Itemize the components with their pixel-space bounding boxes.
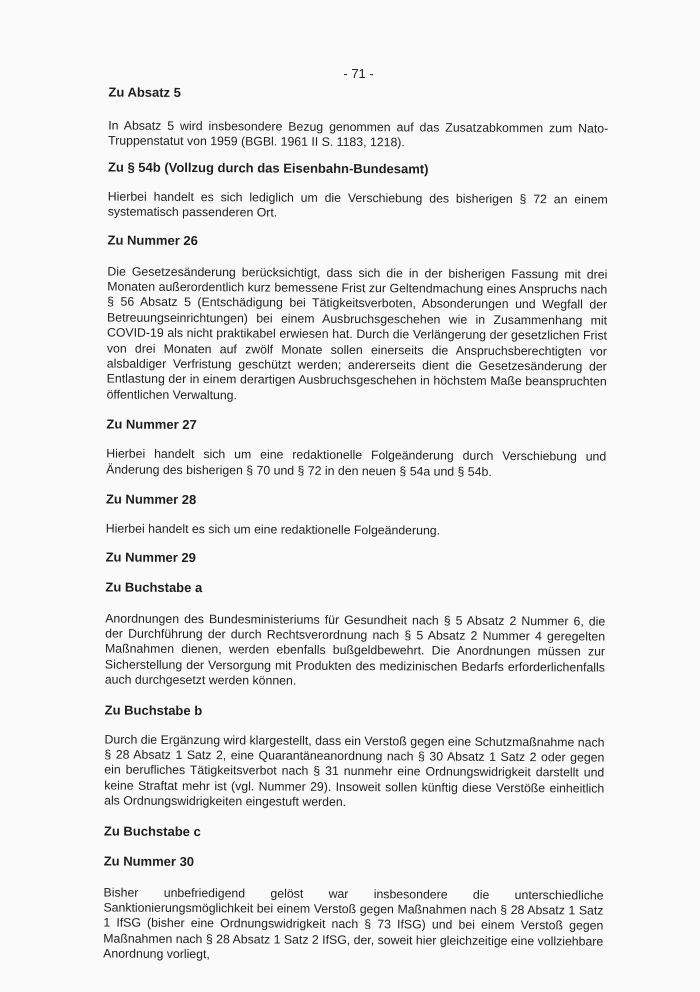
section-heading: Zu Buchstabe a	[105, 579, 203, 595]
section-heading: Zu Nummer 30	[103, 853, 195, 869]
section-heading: Zu Absatz 5	[108, 84, 181, 100]
section-paragraph: Anordnungen des Bundesministeriums für Gesundheit nach § 5 Absatz 2 Nummer 6, die der Durchführung der durch Rechtsverordnung nach § 5 Absatz 2 Nummer 4 geregelten Maßnahmen dienen, werden ebenfalls bußgeldbewehrt. Die Anordnungen müssen zur Sicherstellung der Versorgung mit Produkten des medizinischen Bedarfs erforderlichenfalls auch durchgesetzt werden können.	[104, 611, 606, 688]
section-paragraph: Die Gesetzesänderung berücksichtigt, dass sich die in der bisherigen Fassung mit drei Monaten außerordentlich kurz bemessene Frist zur Geltendmachung eines Anspruchs nach § 56 Absatz 5 (Entschädigung bei Tätigkeitsverboten, Absonderungen und Wegfall der Betreuungseinrichtungen) bei einem Ausbruchsgeschehen wie in Zusammenhang mit COVID-19 als nicht praktikabel erwiesen hat. Durch die Verlängerung der gesetzlichen Frist von drei Monaten auf zwölf Monate sollen einerseits die Anspruchsberechtigten vor alsbaldiger Verfristung geschützt werden; andererseits dient die Gesetzesänderung der Entlastung der in einem derartigen Ausbruchsgeschehen in höchstem Maße beanspruchten öffentlichen Verwaltung.	[106, 264, 608, 403]
section-paragraph: Durch die Ergänzung wird klargestellt, dass ein Verstoß gegen eine Schutzmaßnahme nach § 28 Absatz 1 Satz 2, eine Quarantäneanordnung nach § 30 Absatz 1 Satz 2 oder gegen ein berufliches Tätigkeitsverbot nach § 31 nunmehr eine Ordnungswidrigkeit darstellt und keine Straftat mehr ist (vgl. Nummer 29). Insoweit sollen künftig diese Verstöße einheitlich als Ordnungswidrigkeiten eingestuft werden.	[104, 732, 605, 810]
document-body	[103, 85, 608, 966]
section-heading: Zu Nummer 29	[105, 549, 196, 565]
section-heading: Zu Nummer 27	[106, 416, 197, 433]
section-heading: Zu Nummer 26	[107, 232, 198, 248]
section-heading: Zu Buchstabe b	[104, 702, 203, 718]
section-paragraph: In Absatz 5 wird insbesondere Bezug genommen auf das Zusatzabkommen zum Nato-Truppenstatut von 1959 (BGBl. 1961 II S. 1183, 1218).	[108, 118, 609, 150]
page-number: - 71 -	[343, 65, 374, 82]
section-paragraph: Hierbei handelt sich um eine redaktionelle Folgeänderung durch Verschiebung und Änderung des bisherigen § 70 und § 72 in den neuen § 54a und § 54b.	[106, 446, 607, 479]
section-heading: Zu § 54b (Vollzug durch das Eisenbahn-Bundesamt)	[107, 159, 429, 177]
section-heading: Zu Buchstabe c	[103, 823, 201, 839]
section-paragraph: Hierbei handelt es sich um eine redaktionelle Folgeänderung.	[105, 521, 441, 538]
section-heading: Zu Nummer 28	[105, 491, 197, 508]
section-paragraph: Hierbei handelt es sich lediglich um die Verschiebung des bisherigen § 72 an einem systematisch passenderen Ort.	[107, 189, 608, 220]
section-paragraph: Bisher unbefriedigend gelöst war insbesondere die unterschiedliche Sanktionierungsmöglichkeit bei einem Verstoß gegen Maßnahmen nach § 28 Absatz 1 Satz 1 IfSG (bisher eine Ordnungswidrigkeit nach § 73 IfSG) und bei einem Verstoß gegen Maßnahmen nach § 28 Absatz 1 Satz 2 IfSG, der, soweit hier gleichzeitige eine vollziehbare Anordnung vorliegt,	[103, 885, 604, 962]
